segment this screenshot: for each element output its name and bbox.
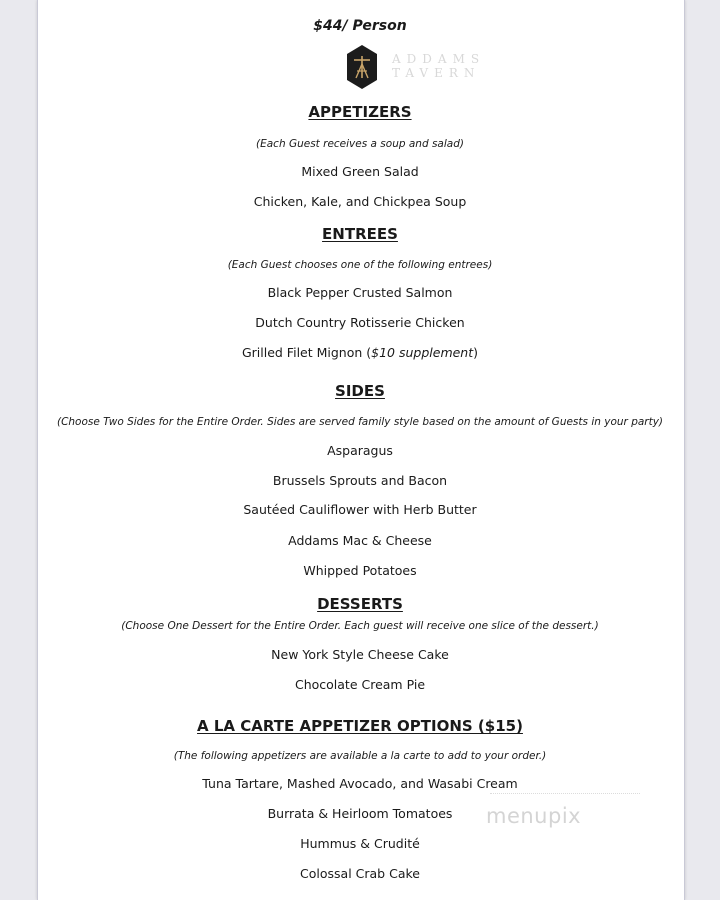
menu-item: Whipped Potatoes xyxy=(303,563,417,578)
filet-close: ) xyxy=(473,345,479,360)
addams-tavern-logo xyxy=(346,44,496,90)
menu-item: Burrata & Heirloom Tomatoes xyxy=(267,806,453,821)
sides-heading: SIDES xyxy=(335,382,385,400)
menu-item: Hummus & Crudité xyxy=(300,836,420,851)
menu-item: Tuna Tartare, Mashed Avocado, and Wasabi Cream xyxy=(202,776,518,791)
filet-name: Grilled Filet Mignon ( xyxy=(241,345,372,360)
entrees-heading: ENTREES xyxy=(322,225,398,243)
logo-wordmark: ADDAMS TAVERN xyxy=(392,52,486,80)
menu-item: Addams Mac & Cheese xyxy=(288,533,432,548)
menu-item: Sautéed Cauliflower with Herb Butter xyxy=(243,502,477,517)
menu-item: Chocolate Cream Pie xyxy=(294,677,426,692)
sides-note: (Choose Two Sides for the Entire Order. Sides are served family style based on the amount of Guests in your party) xyxy=(56,416,664,428)
logo-badge-icon xyxy=(346,44,378,90)
menu-item: Dutch Country Rotisserie Chicken xyxy=(255,315,465,330)
menu-item: Brussels Sprouts and Bacon xyxy=(272,473,448,488)
price-per-person: $44/ Person xyxy=(313,18,407,34)
watermark-rule xyxy=(490,793,640,794)
menu-item: Colossal Crab Cake xyxy=(300,866,420,881)
menu-item: Black Pepper Crusted Salmon xyxy=(267,285,453,300)
appetizers-note: (Each Guest receives a soup and salad) xyxy=(256,138,464,150)
desserts-note: (Choose One Dessert for the Entire Order. Each guest will receive one slice of the dessert.) xyxy=(121,620,599,632)
menu-item-filet-mignon xyxy=(0,345,720,361)
menu-item: Chicken, Kale, and Chickpea Soup xyxy=(253,194,467,209)
menu-item: Mixed Green Salad xyxy=(301,164,419,179)
menu-item: New York Style Cheese Cake xyxy=(271,647,449,662)
entrees-note: (Each Guest chooses one of the following entrees) xyxy=(227,259,493,271)
menupix-watermark: menupix xyxy=(486,804,582,828)
appetizers-heading: APPETIZERS xyxy=(308,103,412,121)
filet-supplement: $10 supplement xyxy=(371,345,474,360)
desserts-heading: DESSERTS xyxy=(317,595,403,613)
a-la-carte-heading: A LA CARTE APPETIZER OPTIONS ($15) xyxy=(197,717,523,735)
a-la-carte-note: (The following appetizers are available a la carte to add to your order.) xyxy=(173,750,547,762)
menu-item: Asparagus xyxy=(327,443,393,458)
